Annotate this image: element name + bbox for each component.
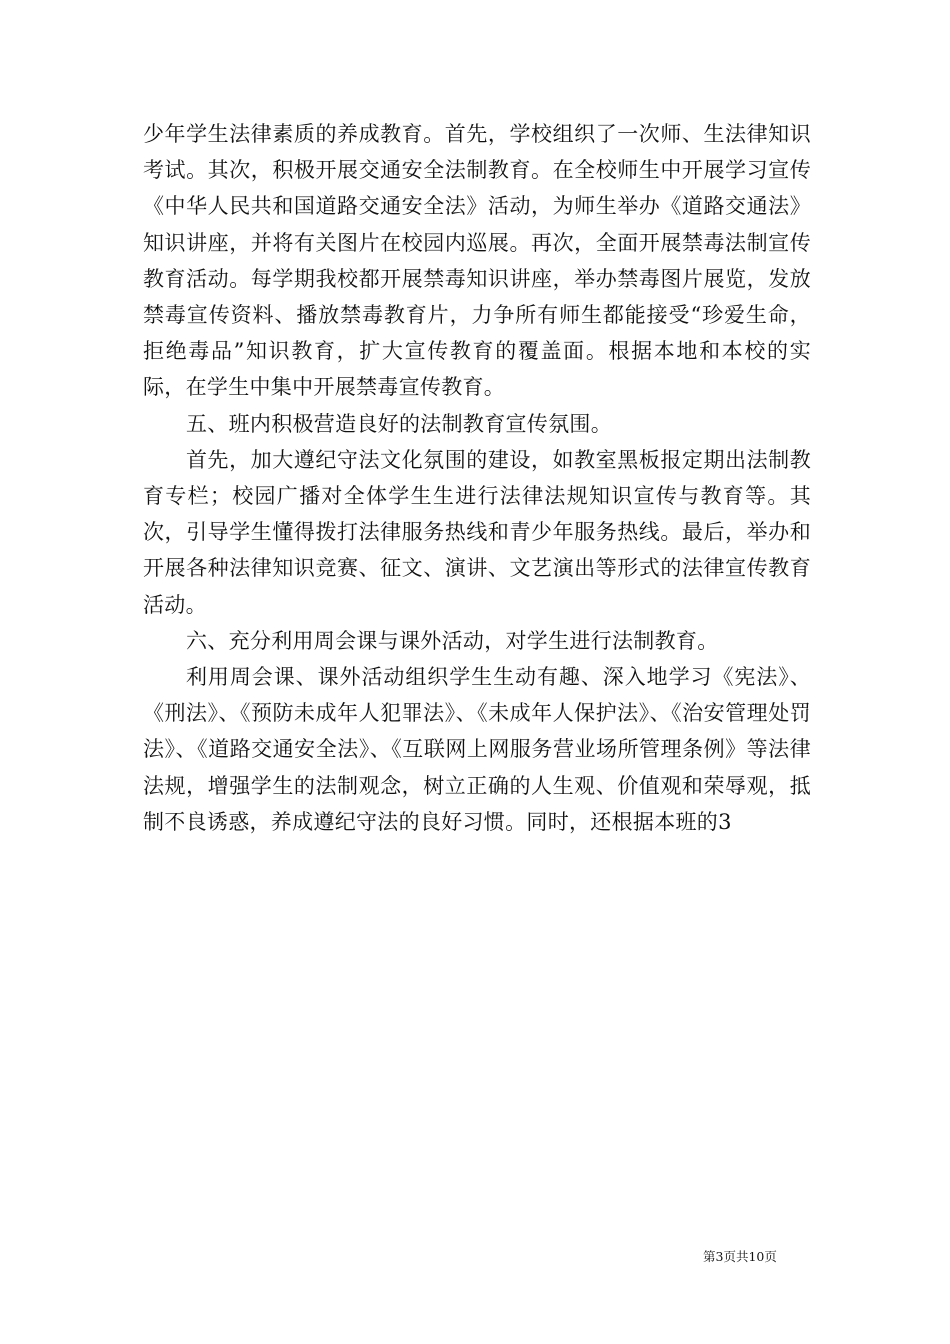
- paragraph-continued: 少年学生法律素质的养成教育。首先，学校组织了一次师、生法律知识考试。其次，积极开展交通安全法制教育。在全校师生中开展学习宣传《中华人民共和国道路交通安全法》活动，为师生举办《道路交通法》知识讲座，并将有关图片在校园内巡展。再次，全面开展禁毒法制宣传教育活动。每学期我校都开展禁毒知识讲座，举办禁毒图片展览，发放禁毒宣传资料、播放禁毒教育片，力争所有师生都能接受“珍爱生命，拒绝毒品”知识教育，扩大宣传教育的覆盖面。根据本地和本校的实际，在学生中集中开展禁毒宣传教育。: [143, 122, 811, 400]
- section-heading-5: 五、班内积极营造良好的法制教育宣传氛围。: [186, 411, 612, 436]
- section-heading-6: 六、充分利用周会课与课外活动，对学生进行法制教育。: [186, 628, 719, 653]
- document-body: [143, 116, 811, 840]
- paragraph-section-5: 首先，加大遵纪守法文化氛围的建设，如教室黑板报定期出法制教育专栏；校园广播对全体学生生进行法律法规知识宣传与教育等。其次，引导学生懂得拨打法律服务热线和青少年服务热线。最后，举办和开展各种法律知识竞赛、征文、演讲、文艺演出等形式的法律宣传教育活动。: [143, 447, 811, 617]
- page-number-footer: 第3页共10页: [703, 1249, 777, 1264]
- paragraph-section-6: 利用周会课、课外活动组织学生生动有趣、深入地学习《宪法》、《刑法》、《预防未成年人犯罪法》、《未成年人保护法》、《治安管理处罚法》、《道路交通安全法》、《互联网上网服务营业场所管理条例》等法律法规，增强学生的法制观念，树立正确的人生观、价值观和荣辱观，抵制不良诱惑，养成遵纪守法的良好习惯。同时，还根据本班的3: [143, 665, 811, 834]
